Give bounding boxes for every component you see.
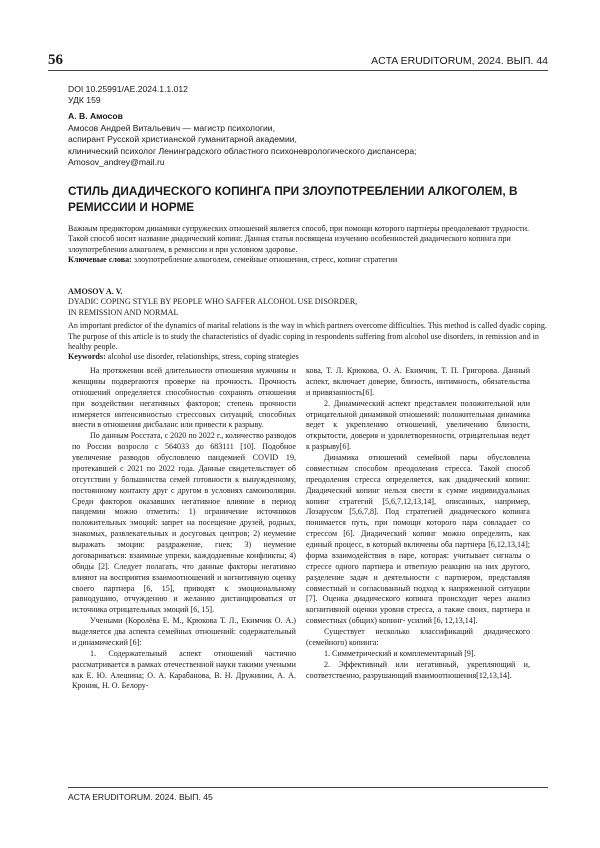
header-divider <box>48 70 548 71</box>
running-header: ACTA ERUDITORUM, 2024. ВЫП. 44 <box>371 55 548 67</box>
abstract-en <box>68 287 548 363</box>
title-en-line: IN REMISSION AND NORMAL <box>68 307 179 317</box>
body-column-left <box>72 366 296 692</box>
body-paragraph: Существует несколько классификаций диадического (семейного) копинга: <box>306 627 530 647</box>
abstract-en-text: An important predictor of the dynamics of marital relations is the way in which partners overcome difficulties. This method is called dyadic coping. The purpose of this article is to study the characteristics of dyadic coping in respondents suffering from alcohol use disorders, in remission and in healthy people. <box>68 321 547 352</box>
body-paragraph: 1. Содержательный аспект отношений частично рассматривается в рамках отечественной науки такими учеными как Е. Ю. Алешина; О. А. Карабанова, В. Н. Дружинин, А. А. Кроник, Н. О. Белору- <box>72 648 296 691</box>
body-paragraph: 1. Симметрический и комплементарный [9]. <box>324 648 476 658</box>
author-line: аспирант Русской христианской гуманитарной академии, <box>68 134 297 145</box>
running-footer: ACTA ERUDITORUM. 2024. ВЫП. 45 <box>68 792 213 802</box>
author-name: А. В. Амосов <box>68 111 123 121</box>
abstract-ru-text: Важным предиктором динамики супружеских отношений является способ, при помощи которого партнеры преодолевают трудности. Такой способ носит название диадический копинг. Данная статья посвящена изучению особенностей диадического копинга при злоупотреблении алкоголем, в ремиссии и при условном здоровье. <box>68 224 530 254</box>
body-paragraph: 2. Эффективный или негативный, укрепляющий и, соответственно, разрушающий взаимоотношения[12,13,14]. <box>306 659 530 680</box>
body-paragraph: По данным Росстата, с 2020 по 2022 г., количество разводов по России возросло с 564033 до 683111 [10]. Подобное увеличение разводов обусловлено пандемией COVID 19, протекавшей с 2021 по 2022 года. Данные свидетельствует об отсутствии у большинства семей готовности к вынужденному, постоянному контакту друг с другом в условиях самоизоляции. Среди факторов оказавших негативное влияние в период пандемии можно отметить: 1) ограничение источников положительных эмоций: запрет на посещение друзей, родных, знакомых, развлекательных и досуговых центров; 2) неумение выражать эмоции: раздражение, гнев; 3) неумение договариваться: взаимные упреки, каждодневные конфликты; 4) обиды [2]. Следует полагать, что данные факторы негативно влияют на восприятия взаимоотношений и когнитивную оценку своего партнера [6, 15], приводят к эмоциональному равнодушию, отчуждению и желанию дистанцироваться от источника отрицательных эмоций [6, 15]. <box>72 431 296 615</box>
doi-block <box>68 84 188 106</box>
keywords-ru-label: Ключевые слова: <box>68 255 132 265</box>
author-line: Амосов Андрей Витальевич — магистр психологии, <box>68 122 275 133</box>
author-email: Amosov_andrey@mail.ru <box>68 157 165 168</box>
author-en: AMOSOV A. V. <box>68 287 123 296</box>
footer-divider <box>68 787 548 788</box>
abstract-ru <box>68 224 548 266</box>
article-title: СТИЛЬ ДИАДИЧЕСКОГО КОПИНГА ПРИ ЗЛОУПОТРЕБЛЕНИИ АЛКОГОЛЕМ, В РЕМИССИИ И НОРМЕ <box>68 184 518 214</box>
udc: УДК 159 <box>68 95 101 105</box>
keywords-en: alcohol use disorder, relationships, stress, coping strategies <box>105 352 299 362</box>
title-en-line: DYADIC COPING STYLE BY PEOPLE WHO SAFFER ALCOHOL USE DISORDER, <box>68 297 358 307</box>
body-paragraph: Динамика отношений семейной пары обусловлена совместным способом преодоления стресса. Такой способ преодоления стресса определяется, как диадический копинг. Диадический копинг нельзя свести к сумме индивидуальных копинг стратегий [5,6,7,12,13,14], описанных, например, Лозарусом [5,6,7,8]. Под стратегией диадического копинга понимается путь, при помощи которого пара совладает со стрессом [6]. Диадический копинг можно определить, как единый процесс, в который включены оба партнера [6,12,13,14]; форма взаимодействия в паре, которая: учитывает сигналы о стрессе одного партнера и ответную реакцию на них другого, разделение задач и деятельности с партнером, представляя совместный и согласованный подход к напряженной ситуации [7]. Оценка диадического копинга происходит через анализ когнитивной оценки уровня стресса, а также своих, партнера и совместных (общих) копинг- усилий [6, 12,13,14]. <box>306 453 530 626</box>
page-number: 56 <box>48 52 63 68</box>
doi: DOI 10.25991/AE.2024.1.1.012 <box>68 84 188 94</box>
keywords-ru: злоупотребление алкоголем, семейные отношения, стресс, копинг стратегии <box>131 255 398 265</box>
body-paragraph: На протяжении всей длительности отношения мужчины и женщины подвергаются проверке на прочность. Прочность отношений определяется способностью сохранять отношения при воздействии негативных факторов; степень прочности измеряется интенсивностью стрессовых ситуаций, способных внести в отношения дисбаланс или привести к разрыву. <box>72 366 296 430</box>
body-paragraph: кова, Т. Л. Крюкова, О. А. Екимчик, Т. П. Григорова. Данный аспект, включает доверие, близость, интимность, обязательства и привязанность[6]. <box>306 366 530 397</box>
body-paragraph: 2. Динамический аспект представлен положительной или отрицательной динамикой отношений: положительная динамика ведет к укреплению отношений, увеличению близости, открытости, доверия и удовлетворенности, отрицательная ведет к разрыву[6]. <box>306 398 530 452</box>
author-line: клинический психолог Ленинградского областного психоневрологического диспансера; <box>68 145 417 156</box>
author-block <box>68 111 548 169</box>
body-paragraph: Учеными (Королёва Е. М., Крюкова Т. Л., Екимчик О. А.) выделяется два аспекта семейных отношений: содержательный и динамический [6]: <box>72 616 296 647</box>
body-column-right <box>306 366 530 681</box>
keywords-en-label: Keywords: <box>68 352 106 362</box>
